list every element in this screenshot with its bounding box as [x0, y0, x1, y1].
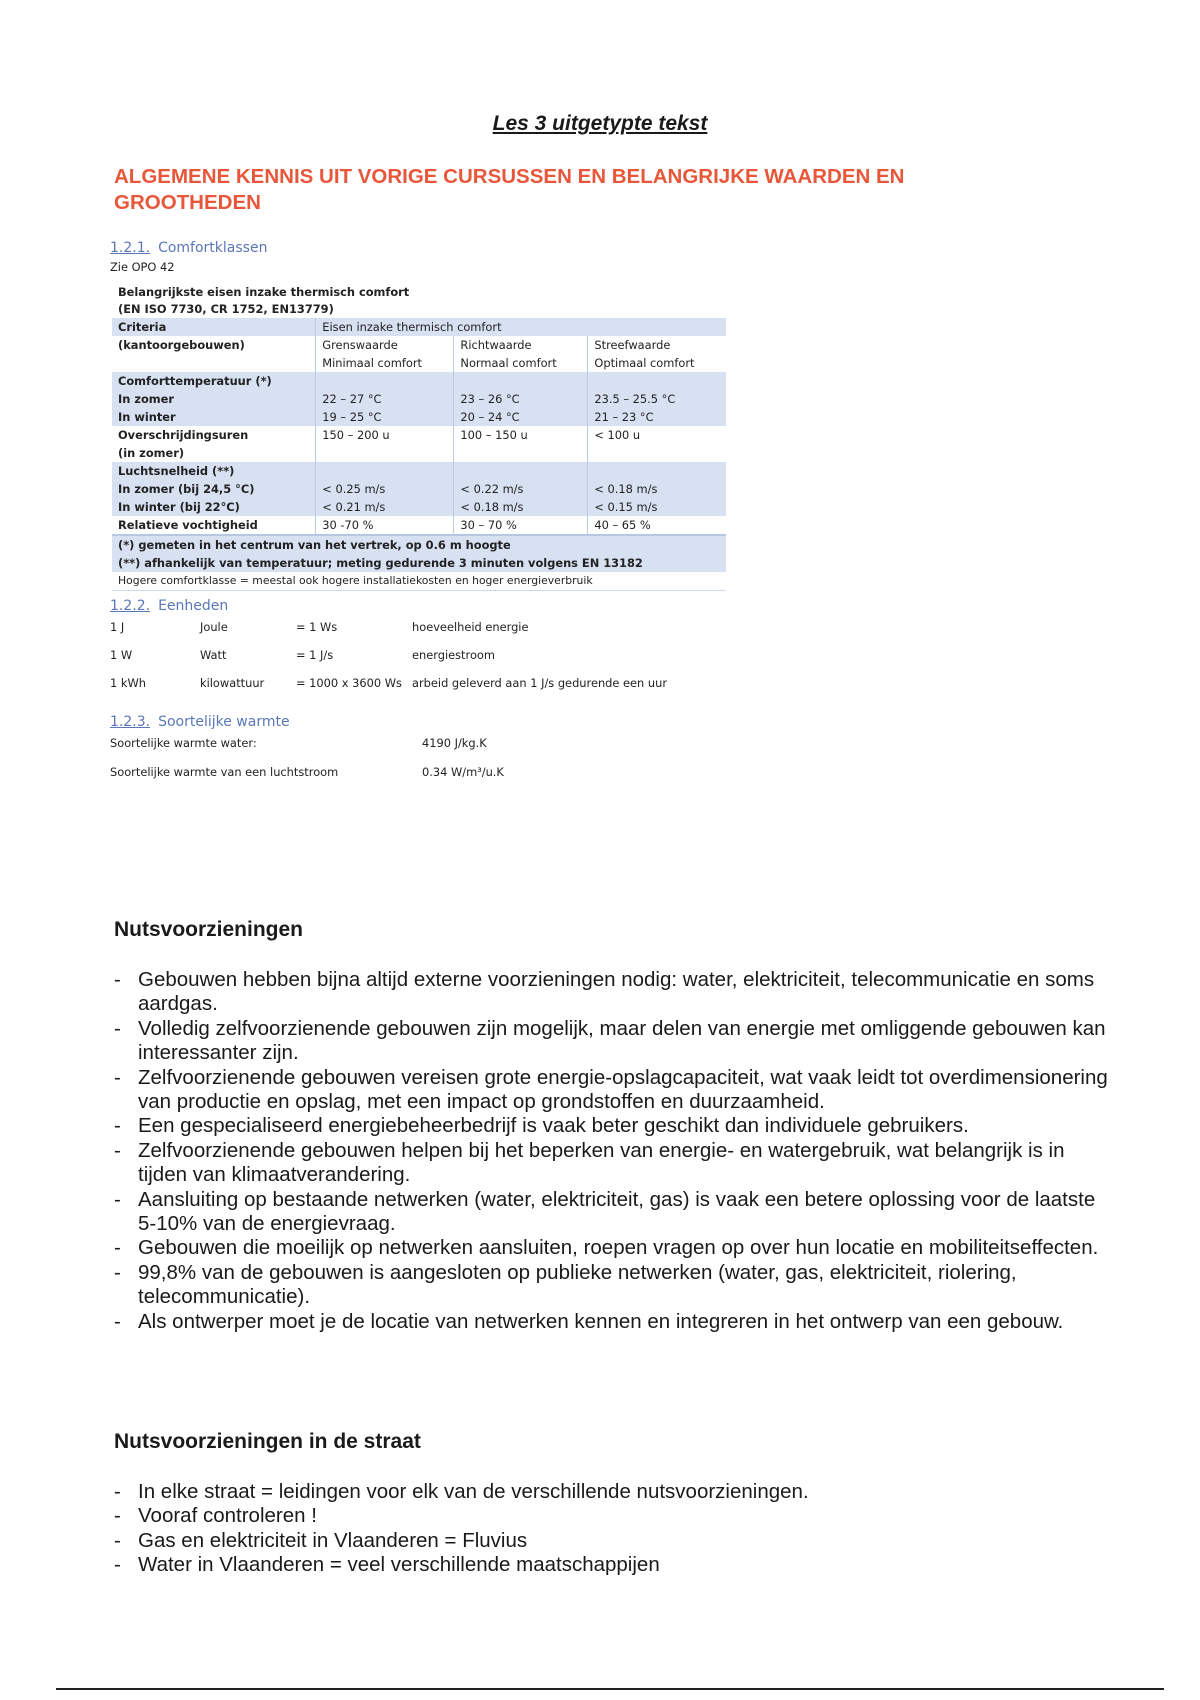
comfort-note: Zie OPO 42 [110, 260, 175, 274]
table-cell: < 0.18 m/s < 0.15 m/s [588, 462, 726, 516]
list-item: - In elke straat = leidingen voor elk van de verschillende nutsvoorzieningen. [114, 1480, 809, 1503]
rh-label: Relatieve vochtigheid [112, 516, 316, 535]
table-cell: 30 – 70 % [454, 516, 588, 535]
table-cell: 100 – 150 u [454, 426, 588, 462]
table-cell: < 100 u [588, 426, 726, 462]
list-item: - Zelfvoorzienende gebouwen helpen bij het beperken van energie- en watergebruik, wat belangrijk is in tijden van klimaatverandering. [114, 1138, 1065, 1187]
specific-heat-row: Soortelijke warmte van een luchtstroom 0.34 W/m³/u.K [110, 765, 504, 779]
table-cell: < 0.22 m/s < 0.18 m/s [454, 462, 588, 516]
table-row [112, 318, 726, 336]
temp-label: Comforttemperatuur (*) In zomer In winter [112, 372, 316, 426]
col3-header: Streefwaarde Optimaal comfort [588, 336, 726, 372]
list-item: - Gas en elektriciteit in Vlaanderen = Fluvius [114, 1528, 528, 1552]
list-item: - Als ontwerper moet je de locatie van netwerken kennen en integreren in het ontwerp van een gebouw. [114, 1309, 1064, 1333]
table-cell: 23 – 26 °C 20 – 24 °C [454, 372, 588, 426]
unit-row: 1 W Watt = 1 J/s energiestroom [110, 648, 495, 662]
table-cell: 23.5 – 25.5 °C 21 – 23 °C [588, 372, 726, 426]
col1-header: Grenswaarde Minimaal comfort [316, 336, 454, 372]
table-cell: < 0.25 m/s < 0.21 m/s [316, 462, 454, 516]
comfort-title: Comfortklassen [158, 240, 268, 256]
page-title: Les 3 uitgetypte tekst [492, 112, 708, 135]
table-row [112, 372, 726, 426]
utilities-list [114, 968, 1114, 1334]
air-label: Luchtsnelheid (**) In zomer (bij 24,5 °C) In winter (bij 22°C) [112, 462, 316, 516]
table-cell: 40 – 65 % [588, 516, 726, 535]
table-row [112, 535, 726, 572]
criteria-label: Criteria [112, 318, 316, 336]
list-item: - Water in Vlaanderen = veel verschillende maatschappijen [114, 1553, 660, 1577]
list-item: - Aansluiting op bestaande netwerken (water, elektriciteit, gas) is vaak een betere oplossing voor de laatste 5-10% van de energievraag. [114, 1187, 1096, 1236]
list-item: - Een gespecialiseerd energiebeheerbedrijf is vaak beter geschikt dan individuele gebruikers. [114, 1114, 969, 1138]
table-row [112, 336, 726, 372]
table-row [112, 426, 726, 462]
footnotes: (*) gemeten in het centrum van het vertrek, op 0.6 m hoogte (**) afhankelijk van temperatuur; meting gedurende 3 minuten volgens EN 13182 [112, 535, 726, 572]
list-item: - Vooraf controleren ! [114, 1504, 317, 1528]
bottom-rule [56, 1688, 1164, 1690]
table-cell: 22 – 27 °C 19 – 25 °C [316, 372, 454, 426]
criteria-sub: (kantoorgebouwen) [112, 336, 316, 372]
table-title: Belangrijkste eisen inzake thermisch comfort [118, 285, 410, 299]
col2-header: Richtwaarde Normaal comfort [454, 336, 588, 372]
specific-heat-title: Soortelijke warmte [158, 714, 290, 730]
section-heading: ALGEMENE KENNIS UIT VORIGE CURSUSSEN EN BELANGRIJKE WAARDEN EN GROOTHEDEN [114, 165, 905, 214]
unit-row: 1 kWh kilowattuur = 1000 x 3600 Ws arbeid geleverd aan 1 J/s gedurende een uur [110, 676, 668, 690]
overschrijding-label: Overschrijdingsuren (in zomer) [112, 426, 316, 462]
list-item: - Zelfvoorzienende gebouwen vereisen grote energie-opslagcapaciteit, wat vaak leidt tot overdimensionering van productie en opslag, met een impact op grondstoffen en duurzaamheid. [114, 1065, 1108, 1114]
street-list [114, 1480, 1114, 1578]
list-item: - 99,8% van de gebouwen is aangesloten op publieke netwerken (water, gas, elektriciteit, riolering, telecommunicatie). [114, 1260, 1017, 1309]
footnote-cost: Hogere comfortklasse = meestal ook hogere installatiekosten en hoger energieverbruik [112, 572, 726, 591]
table-cell: 150 – 200 u [316, 426, 454, 462]
table-title-block [110, 284, 409, 318]
units-number: 1.2.2. [110, 598, 151, 614]
list-item: - Volledig zelfvoorzienende gebouwen zijn mogelijk, maar delen van energie met omliggende gebouwen kan interessanter zijn. [114, 1016, 1106, 1065]
utilities-heading: Nutsvoorzieningen [114, 918, 304, 941]
course-excerpt [100, 240, 720, 870]
comfort-number: 1.2.1. [110, 240, 151, 256]
comfort-heading [110, 240, 267, 256]
specific-heat-heading [110, 714, 290, 730]
specific-heat-number: 1.2.3. [110, 714, 151, 730]
table-row [112, 516, 726, 535]
specific-heat-row: Soortelijke warmte water: 4190 J/kg.K [110, 736, 487, 750]
units-title: Eenheden [158, 598, 229, 614]
requirements-label: Eisen inzake thermisch comfort [316, 318, 726, 336]
table-standards: (EN ISO 7730, CR 1752, EN13779) [118, 302, 334, 316]
table-row [112, 462, 726, 516]
table-cell: 30 -70 % [316, 516, 454, 535]
table-row [112, 572, 726, 591]
comfort-table [112, 318, 726, 591]
list-item: - Gebouwen die moeilijk op netwerken aansluiten, roepen vragen op over hun locatie en mobiliteitseffecten. [114, 1236, 1099, 1260]
street-heading: Nutsvoorzieningen in de straat [114, 1430, 421, 1453]
list-item: - Gebouwen hebben bijna altijd externe voorzieningen nodig: water, elektriciteit, telecommunicatie en soms aardgas. [114, 968, 1095, 1016]
units-heading [110, 598, 228, 614]
unit-row: 1 J Joule = 1 Ws hoeveelheid energie [110, 620, 529, 634]
